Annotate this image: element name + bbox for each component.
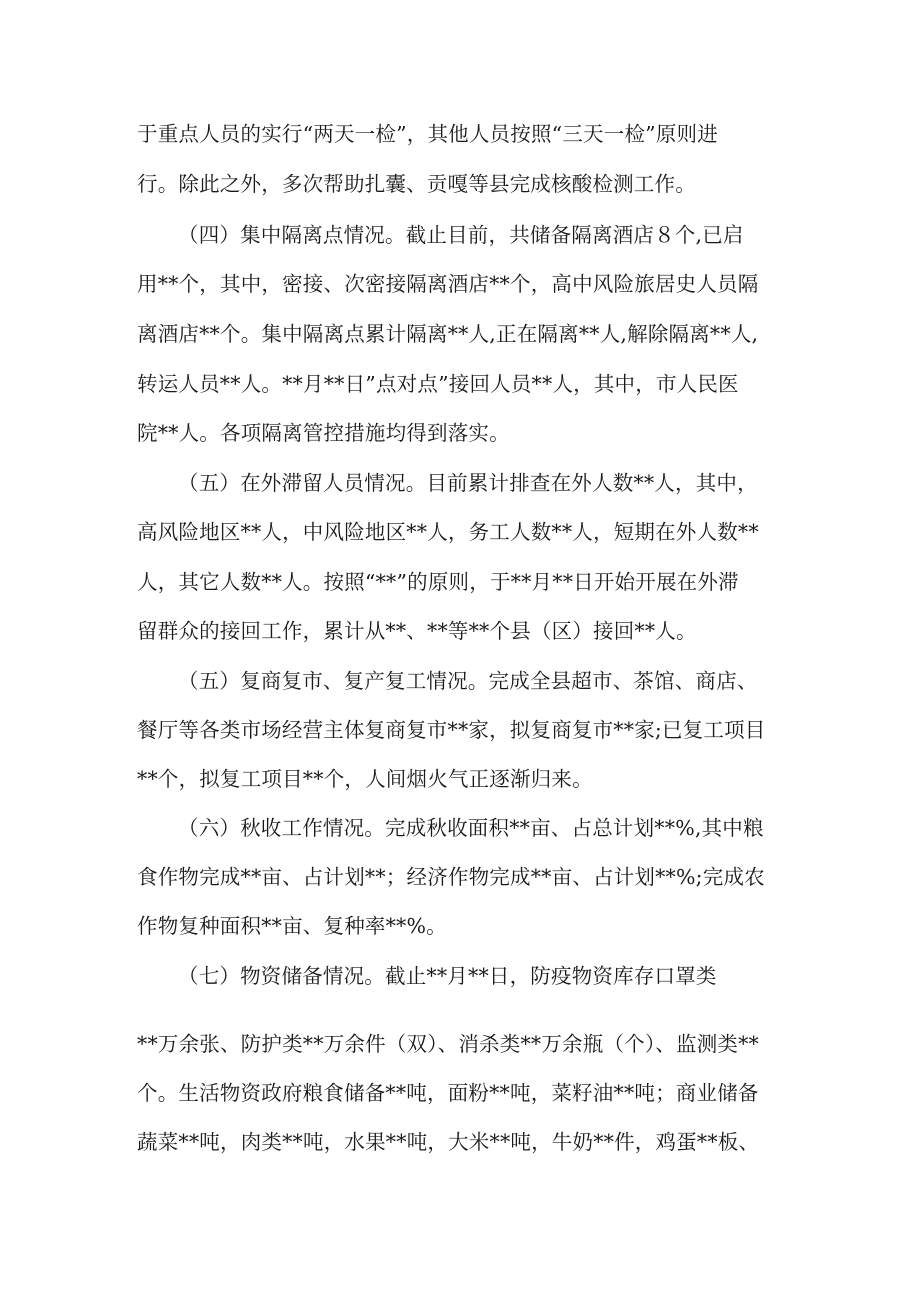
paragraph-heading-line: （四）集中隔离点情况。截止目前，共储备隔离酒店８个,已启 xyxy=(178,223,744,247)
text-line: 餐厅等各类市场经营主体复商复市**家，拟复商复市**家;已复工项目 xyxy=(137,718,766,742)
text-line: 院**人。各项隔离管控措施均得到落实。 xyxy=(137,421,510,445)
text-line: 留群众的接回工作，累计从**、**等**个县（区）接回**人。 xyxy=(137,619,697,643)
text-line: 高风险地区**人，中风险地区**人，务工人数**人，短期在外人数** xyxy=(137,520,759,544)
text-line: 作物复种面积**亩、复种率**%。 xyxy=(137,914,447,938)
text-line: 食作物完成**亩、占计划**；经济作物完成**亩、占计划**%;完成农 xyxy=(137,865,765,889)
text-line: 个。生活物资政府粮食储备**吨，面粉**吨，菜籽油**吨；商业储备 xyxy=(137,1081,759,1105)
text-line: 人，其它人数**人。按照“**”的原则，于**月**日开始开展在外滞 xyxy=(137,570,739,594)
text-line: **个，拟复工项目**个，人间烟火气正逐渐归来。 xyxy=(137,767,593,791)
text-line: 蔬菜**吨，肉类**吨，水果**吨，大米**吨，牛奶**件，鸡蛋**板、 xyxy=(137,1130,760,1154)
text-line: 离酒店**个。集中隔离点累计隔离**人,正在隔离**人,解除隔离**人, xyxy=(137,322,759,346)
text-line: 转运人员**人。**月**日”点对点”接回人员**人，其中，市人民医 xyxy=(137,372,739,396)
paragraph-heading-line: （五）复商复市、复产复工情况。完成全县超市、茶馆、商店、 xyxy=(178,669,758,693)
paragraph-heading-line: （六）秋收工作情况。完成秋收面积**亩、占总计划**%,其中粮 xyxy=(178,816,764,840)
paragraph-heading-line: （五）在外滞留人员情况。目前累计排查在外人数**人，其中， xyxy=(178,471,758,495)
text-line: 行。除此之外，多次帮助扎囊、贡嘎等县完成核酸检测工作。 xyxy=(137,172,696,196)
text-line: 用**个，其中，密接、次密接隔离酒店**个，高中风险旅居史人员隔 xyxy=(137,272,759,296)
text-line: 于重点人员的实行“两天一检”，其他人员按照“三天一检”原则进 xyxy=(137,122,718,146)
text-line: **万余张、防护类**万余件（双）、消杀类**万余瓶（个）、监测类** xyxy=(137,1032,759,1056)
paragraph-heading-line: （七）物资储备情况。截止**月**日，防疫物资库存口罩类 xyxy=(178,964,717,988)
